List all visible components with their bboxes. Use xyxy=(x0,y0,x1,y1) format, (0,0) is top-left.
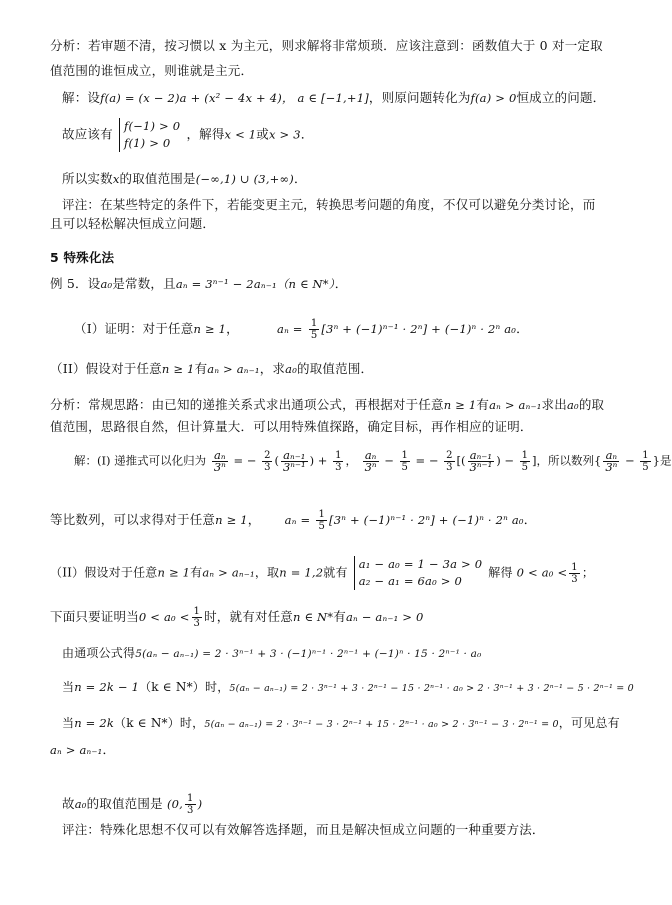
fraction: $\frac{1}{5}$ xyxy=(310,318,318,341)
remark-line-2: 且可以轻松解决恒成立问题． xyxy=(50,216,216,231)
example-statement: 例 5．设a₀是常数，且aₙ = 3ⁿ⁻¹ − 2aₙ₋₁（n ∈ N*）． xyxy=(50,276,348,291)
equation-system: f(−1) > 0 f(1) > 0 xyxy=(119,118,180,152)
part-ii-statement: （II）假设对于任意n ≥ 1有aₙ > aₙ₋₁，求a₀的取值范围． xyxy=(50,361,374,376)
remark-line-1: 评注：在某些特定的条件下，若能变更主元，转换思考问题的角度，不仅可以避免分类讨论，而 xyxy=(62,197,596,212)
even-case-line: 当n = 2k（k ∈ N*）时，5(aₙ − aₙ₋₁) = 2 · 3ⁿ⁻¹ − 3 · 2ⁿ⁻¹ + 15 · 2ⁿ⁻¹ · a₀ > 2 · 3ⁿ⁻¹ − 3 · 2ⁿ⁻¹ = 0，可见总有 xyxy=(62,716,620,730)
section-heading: 5 特殊化法 xyxy=(50,250,115,265)
proof-setup-line: 下面只要证明当0 < a₀ < $\frac{1}{3}$ 时，就有对任意n ∈ N*有aₙ − aₙ₋₁ > 0 xyxy=(50,606,424,629)
analysis-line-1: 分析：若审题不清，按习惯以 x 为主元，则求解将非常烦琐．应该注意到：函数值大于 0 对一定取 xyxy=(50,38,603,53)
analysis-2-line-1: 分析：常规思路：由已知的递推关系式求出通项公式，再根据对于任意n ≥ 1有aₙ > aₙ₋₁求出a₀的取 xyxy=(50,397,605,412)
odd-case-line: 当n = 2k − 1（k ∈ N*）时，5(aₙ − aₙ₋₁) = 2 · 3ⁿ⁻¹ + 3 · 2ⁿ⁻¹ − 15 · 2ⁿ⁻¹ · a₀ > 2 · 3ⁿ⁻¹ + 3 · 2ⁿ⁻¹ − 5 · 2ⁿ⁻¹ = 0 xyxy=(62,680,634,694)
range-conclusion-line: 所以实数x的取值范围是(−∞,1) ∪ (3,+∞)． xyxy=(62,171,307,186)
equation-system: a₁ − a₀ = 1 − 3a > 0 a₂ − a₁ = 6a₀ > 0 xyxy=(354,556,483,590)
analysis-line-2: 值范围的谁恒成立，则谁就是主元． xyxy=(50,63,254,78)
part-ii-solution-line: （II）假设对于任意n ≥ 1有aₙ > aₙ₋₁，取n = 1,2就有 a₁ − a₀ = 1 − 3a > 0 a₂ − a₁ = 6a₀ > 0 解得 0 < a₀ < $\frac{1}{3}$ ； xyxy=(50,557,595,588)
system-line-1: 故应该有 f(−1) > 0 f(1) > 0 ，解得x < 1或x > 3． xyxy=(62,119,314,150)
conclusion-inequality-line: aₙ > aₙ₋₁． xyxy=(50,742,116,757)
final-range-line: 故a₀的取值范围是 (0, $\frac{1}{3}$ ) xyxy=(62,793,203,816)
solution-line: 解：设f(a) = (x − 2)a + (x² − 4x + 4)， a ∈ [−1,+1]，则原问题转化为f(a) > 0恒成立的问题． xyxy=(62,90,606,105)
geometric-sequence-line: 等比数列，可以求得对于任意n ≥ 1， aₙ = $\frac{1}{5}$ [3ⁿ + (−1)ⁿ⁻¹ · 2ⁿ] + (−1)ⁿ · 2ⁿ a₀． xyxy=(50,509,537,532)
remark-final-line: 评注：特殊化思想不仅可以有效解答选择题，而且是解决恒成立问题的一种重要方法． xyxy=(62,822,545,837)
recurrence-transform-line: 解：(I) 递推式可以化归为 $\frac{\text{aₙ}}{\text{3ⁿ}}$ = − $\frac{2}{3}$ ( $\frac{\text{aₙ₋₁}}{\text{3ⁿ⁻¹}}$ ) + $\frac{1}{3}$ ， $\frac{\text{aₙ}}{\text{3ⁿ}}$ − $\frac{1}{5}$ = − $\frac{2}{3}$ [( $\frac{\text{aₙ₋₁}}{\text{3ⁿ⁻¹}}$ ) − $\frac{1}{5}$ ]，所以数列{ $\frac{\text{aₙ}}{\text{3ⁿ}}$ − $\frac{1}{5}$ }是 xyxy=(74,448,672,474)
part-i-statement: （I）证明：对于任意n ≥ 1， aₙ = $\frac{1}{5}$ [3ⁿ + (−1)ⁿ⁻¹ · 2ⁿ] + (−1)ⁿ · 2ⁿ a₀． xyxy=(74,318,529,341)
analysis-2-line-2: 值范围，思路很自然，但计算量大．可以用特殊值探路，确定目标，再作相应的证明． xyxy=(50,419,533,434)
general-term-line: 由通项公式得5(aₙ − aₙ₋₁) = 2 · 3ⁿ⁻¹ + 3 · (−1)ⁿ⁻¹ · 2ⁿ⁻¹ + (−1)ⁿ · 15 · 2ⁿ⁻¹ · a₀ xyxy=(62,646,482,660)
